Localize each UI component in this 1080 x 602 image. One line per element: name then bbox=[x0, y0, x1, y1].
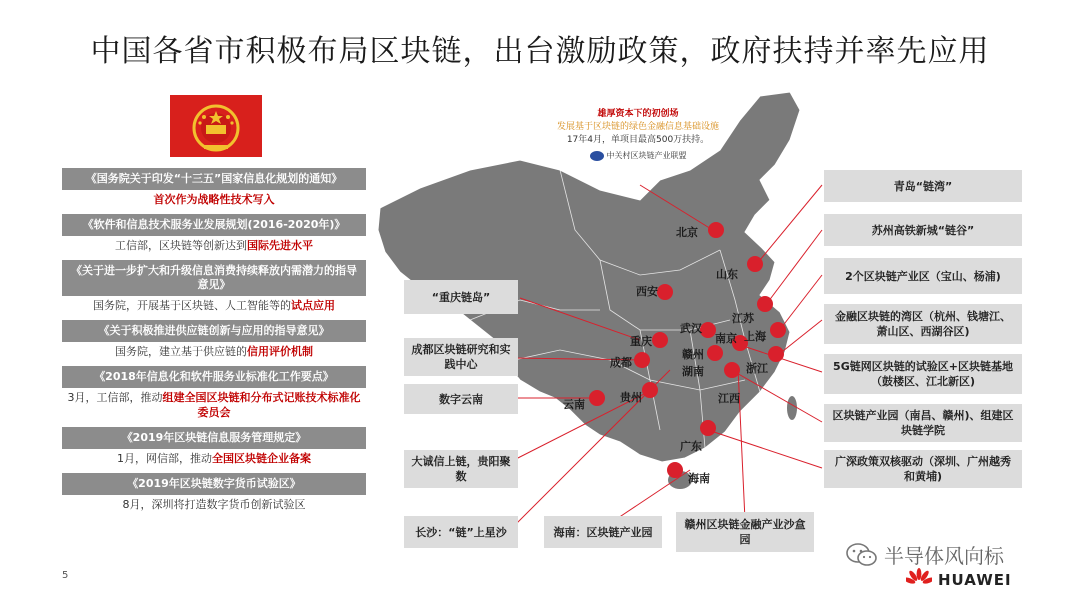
city-label-jiangxi: 江西 bbox=[718, 392, 740, 405]
city-label-yunnan: 云南 bbox=[563, 398, 585, 411]
tag-guangzhou-shenzhen-policy: 广深政策双核驱动（深圳、广州越秀和黄埔) bbox=[824, 450, 1022, 488]
city-label-nanjing: 南京 bbox=[715, 332, 737, 345]
city-label-guizhou: 贵州 bbox=[620, 391, 642, 404]
tag-nanjing-5g-pilot: 5G链网区块链的试验区+区块链基地（鼓楼区、江北新区) bbox=[824, 354, 1022, 394]
tag-nanchang-industrial-park: 区块链产业园（南昌、赣州)、组建区块链学院 bbox=[824, 404, 1022, 442]
promo-line-2: 发展基于区块链的绿色金融信息基础设施 bbox=[556, 122, 719, 132]
pin-guizhou bbox=[642, 382, 658, 398]
promo-line-1: 雄厚资本下的初创场 bbox=[597, 109, 679, 119]
policy-description: 首次作为战略性技术写入 bbox=[153, 193, 275, 206]
tag-ganzhou-sandbox-park: 赣州区块链金融产业沙盒园 bbox=[676, 512, 814, 552]
pin-shandong bbox=[747, 256, 763, 272]
city-label-guangdong: 广东 bbox=[680, 440, 702, 453]
tag-chengdu-research-center: 成都区块链研究和实践中心 bbox=[404, 338, 518, 376]
policy-title: 《2018年信息化和软件服务业标准化工作要点》 bbox=[62, 366, 366, 388]
city-label-jiangsu: 江苏 bbox=[732, 312, 754, 325]
tag-shanghai-industrial-zones: 2个区块链产业区（宝山、杨浦) bbox=[824, 258, 1022, 294]
policy-title: 《软件和信息技术服务业发展规划(2016-2020年)》 bbox=[62, 214, 366, 236]
city-label-wuhan: 武汉 bbox=[680, 322, 702, 335]
policy-title: 《2019年区块链数字货币试验区》 bbox=[62, 473, 366, 495]
tag-suzhou-chain-valley: 苏州高铁新城“链谷” bbox=[824, 214, 1022, 246]
city-label-chongqing: 重庆 bbox=[630, 335, 652, 348]
policy-description: 国务院，开展基于区块链、人工智能等的试点应用 bbox=[93, 299, 335, 312]
policy-description: 国务院，建立基于供应链的信用评价机制 bbox=[115, 345, 313, 358]
pin-jiangsu bbox=[757, 296, 773, 312]
city-label-ganzhou: 赣州 bbox=[682, 348, 704, 361]
pin-hunan bbox=[724, 362, 740, 378]
page-title: 中国各省市积极布局区块链，出台激励政策，政府扶持并率先应用 bbox=[90, 34, 990, 69]
tag-changsha-chain: 长沙：“链”上星沙 bbox=[404, 516, 518, 548]
promo-line-4: 中关村区块链产业联盟 bbox=[528, 149, 748, 162]
tag-hainan-industrial-park: 海南：区块链产业园 bbox=[544, 516, 662, 548]
policy-description: 8月，深圳将打造数字货币创新试验区 bbox=[122, 498, 306, 511]
pin-ganzhou bbox=[707, 345, 723, 361]
huawei-wordmark: HUAWEI bbox=[938, 571, 1012, 589]
alliance-logo-icon bbox=[590, 151, 604, 161]
pin-beijing bbox=[708, 222, 724, 238]
policy-description: 3月，工信部，推动组建全国区块链和分布式记账技术标准化委员会 bbox=[67, 391, 361, 419]
zhongguancun-note bbox=[528, 108, 748, 162]
huawei-brand bbox=[906, 568, 1012, 592]
city-label-hainan: 海南 bbox=[688, 472, 710, 485]
city-label-shandong: 山东 bbox=[716, 268, 738, 281]
policy-title: 《2019年区块链信息服务管理规定》 bbox=[62, 427, 366, 449]
promo-line-3: 17年4月，单项目最高500万扶持。 bbox=[566, 135, 710, 145]
policy-title: 《关于积极推进供应链创新与应用的指导意见》 bbox=[62, 320, 366, 342]
huawei-logo-icon bbox=[906, 568, 932, 592]
policy-title: 《关于进一步扩大和升级信息消费持续释放内需潜力的指导意见》 bbox=[62, 260, 366, 296]
tag-guiyang-credit-chain: 大诚信上链，贵阳聚数 bbox=[404, 450, 518, 488]
pin-shanghai bbox=[770, 322, 786, 338]
wechat-watermark bbox=[846, 540, 1004, 569]
city-label-zhejiang: 浙江 bbox=[746, 362, 768, 375]
tag-hangzhou-finance-bay: 金融区块链的湾区（杭州、钱塘江、萧山区、西湖谷区) bbox=[824, 304, 1022, 344]
page-number: 5 bbox=[62, 570, 69, 581]
city-label-hunan: 湖南 bbox=[682, 365, 704, 378]
tag-digital-yunnan: 数字云南 bbox=[404, 384, 518, 414]
tag-chongqing-chain-island: “重庆链岛” bbox=[404, 280, 518, 314]
pin-chengdu bbox=[634, 352, 650, 368]
pin-chongqing bbox=[652, 332, 668, 348]
taiwan-island bbox=[787, 396, 797, 420]
city-label-chengdu: 成都 bbox=[610, 356, 632, 369]
pin-yunnan bbox=[589, 390, 605, 406]
city-label-beijing: 北京 bbox=[676, 226, 698, 239]
city-label-shanghai: 上海 bbox=[744, 330, 766, 343]
watermark-text: 半导体风向标 bbox=[884, 544, 1004, 568]
wechat-icon bbox=[846, 542, 878, 568]
tag-qingdao-chain-bay: 青岛“链湾” bbox=[824, 170, 1022, 202]
policy-description: 工信部，区块链等创新达到国际先进水平 bbox=[115, 239, 313, 252]
pin-zhejiang bbox=[768, 346, 784, 362]
city-label-xian: 西安 bbox=[636, 285, 658, 298]
pin-wuhan bbox=[700, 322, 716, 338]
pin-xian bbox=[657, 284, 673, 300]
pin-hainan bbox=[667, 462, 683, 478]
policy-description: 1月，网信部，推动全国区块链企业备案 bbox=[117, 452, 311, 465]
policy-title: 《国务院关于印发“十三五”国家信息化规划的通知》 bbox=[62, 168, 366, 190]
pin-guangdong bbox=[700, 420, 716, 436]
